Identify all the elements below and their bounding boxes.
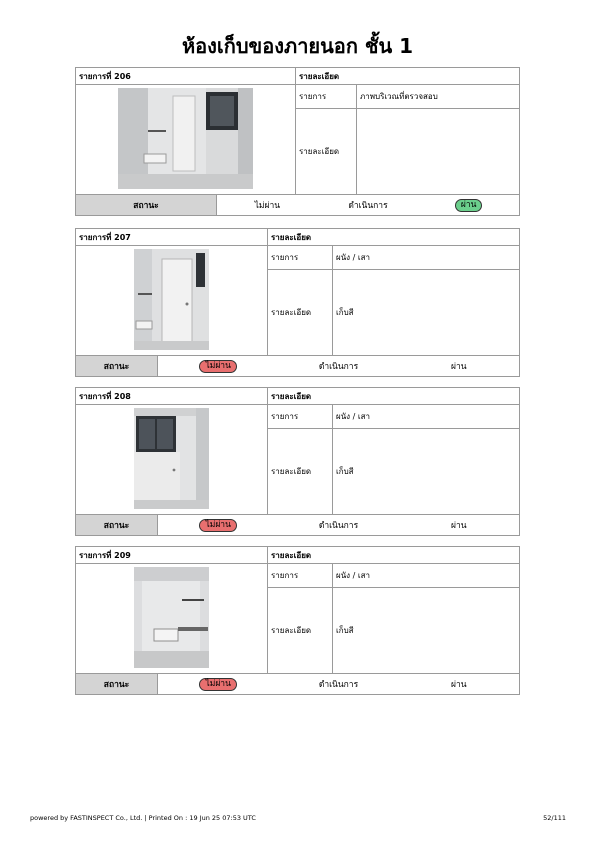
status-option-in-progress[interactable]	[278, 515, 398, 535]
status-pass-text: ผ่าน	[451, 362, 467, 372]
status-row	[75, 515, 520, 536]
item-label: รายการ	[268, 405, 333, 429]
item-value: ผนัง / เสา	[333, 405, 520, 429]
status-row	[75, 195, 520, 216]
photo-cell	[76, 405, 268, 515]
item-number-label: รายการที่ 207	[76, 229, 268, 246]
status-row	[75, 674, 520, 695]
status-row	[75, 356, 520, 377]
status-label: สถานะ	[76, 356, 158, 376]
inspection-item-209	[75, 546, 520, 695]
status-option-pass[interactable]	[399, 515, 519, 535]
detail-value: เก็บสี	[333, 270, 520, 356]
status-option-fail[interactable]	[158, 515, 278, 535]
status-pass-text: ผ่าน	[451, 680, 467, 690]
status-pass-badge: ผ่าน	[455, 199, 483, 212]
detail-label: รายละเอียด	[296, 109, 357, 195]
detail-value: เก็บสี	[333, 429, 520, 515]
status-option-fail[interactable]	[158, 674, 278, 694]
status-fail-badge: ไม่ผ่าน	[199, 360, 236, 373]
item-number-label: รายการที่ 206	[76, 68, 296, 85]
inspection-item-208	[75, 387, 520, 536]
status-fail-text: ไม่ผ่าน	[254, 201, 281, 211]
status-option-in-progress[interactable]	[278, 674, 398, 694]
status-fail-badge: ไม่ผ่าน	[199, 678, 236, 691]
item-label: รายการ	[296, 85, 357, 109]
detail-value	[357, 109, 520, 195]
status-option-pass[interactable]	[399, 674, 519, 694]
item-value: ผนัง / เสา	[333, 564, 520, 588]
details-header: รายละเอียด	[268, 547, 520, 564]
inspection-item-207	[75, 228, 520, 377]
item-value: ภาพบริเวณที่ตรวจสอบ	[357, 85, 520, 109]
photo-cell	[76, 564, 268, 674]
status-progress-text: ดำเนินการ	[348, 201, 388, 211]
status-option-in-progress[interactable]	[318, 195, 419, 215]
inspection-photo[interactable]	[134, 408, 209, 509]
details-header: รายละเอียด	[268, 229, 520, 246]
status-pass-text: ผ่าน	[451, 521, 467, 531]
status-option-fail[interactable]	[217, 195, 318, 215]
detail-label: รายละเอียด	[268, 588, 333, 674]
status-label: สถานะ	[76, 195, 217, 215]
status-option-pass[interactable]	[399, 356, 519, 376]
photo-cell	[76, 246, 268, 356]
item-label: รายการ	[268, 564, 333, 588]
page-title: ห้องเก็บของภายนอก ชั้น 1	[181, 34, 414, 58]
inspection-photo[interactable]	[134, 567, 209, 668]
status-option-in-progress[interactable]	[278, 356, 398, 376]
inspection-photo[interactable]	[134, 249, 209, 350]
status-option-pass[interactable]	[418, 195, 519, 215]
status-progress-text: ดำเนินการ	[318, 362, 359, 372]
detail-label: รายละเอียด	[268, 429, 333, 515]
status-option-fail[interactable]	[158, 356, 278, 376]
status-label: สถานะ	[76, 515, 158, 535]
details-header: รายละเอียด	[296, 68, 520, 85]
status-label: สถานะ	[76, 674, 158, 694]
footer-printed-info: powered by FASTINSPECT Co., Ltd. | Printed On : 19 Jun 25 07:53 UTC	[30, 814, 256, 822]
item-label: รายการ	[268, 246, 333, 270]
status-fail-badge: ไม่ผ่าน	[199, 519, 236, 532]
item-number-label: รายการที่ 208	[76, 388, 268, 405]
detail-value: เก็บสี	[333, 588, 520, 674]
detail-label: รายละเอียด	[268, 270, 333, 356]
status-progress-text: ดำเนินการ	[318, 521, 359, 531]
inspection-photo[interactable]	[118, 88, 253, 189]
page-number: 52/111	[543, 814, 566, 822]
inspection-item-206	[75, 67, 520, 216]
item-number-label: รายการที่ 209	[76, 547, 268, 564]
photo-cell	[76, 85, 296, 195]
status-progress-text: ดำเนินการ	[318, 680, 359, 690]
item-value: ผนัง / เสา	[333, 246, 520, 270]
details-header: รายละเอียด	[268, 388, 520, 405]
